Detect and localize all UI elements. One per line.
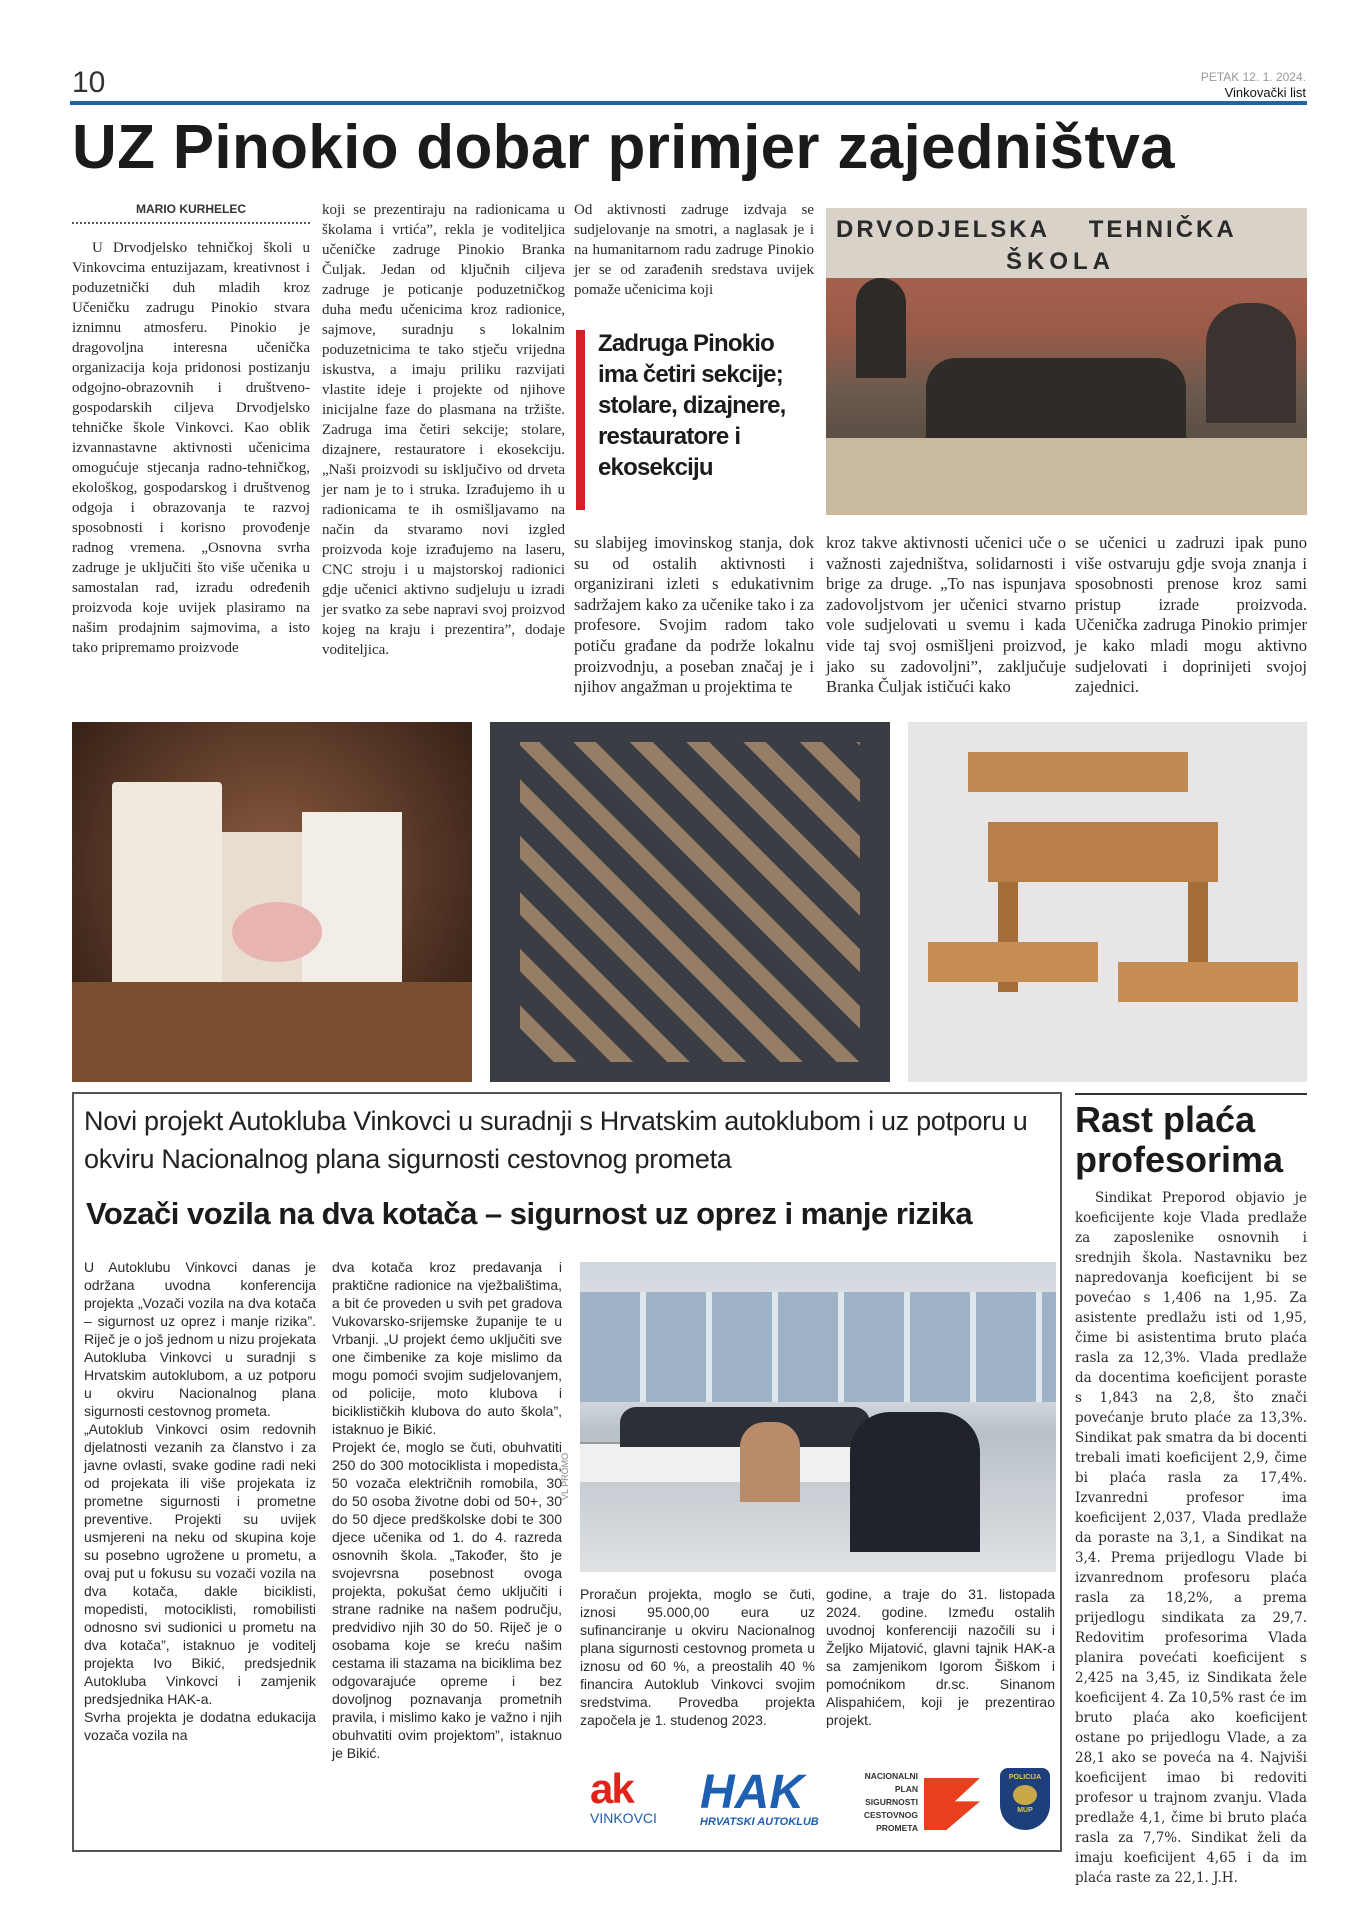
article-headline: UZ Pinokio dobar primjer zajedništva bbox=[72, 113, 1175, 182]
article-column-3-top: Od aktivnosti zadruge izdvaja se sudjelovanje na smotri, a naglasak je i na humanitarnom radu zadruge Pinokio jer se od zarađenih sredstava uvijek pomaže učenicima koji bbox=[574, 202, 814, 298]
hak-logo-name: HRVATSKI AUTOKLUB bbox=[700, 1816, 819, 1828]
police-sub: MUP bbox=[1017, 1807, 1033, 1814]
nps-line: SIGURNOSTI bbox=[865, 1797, 918, 1807]
hak-logo-mark: HAK bbox=[700, 1766, 804, 1819]
nps-line: NACIONALNI bbox=[864, 1771, 918, 1781]
nps-line: PLAN bbox=[894, 1784, 918, 1794]
article-column-5: se učenici u zadruzi ipak puno više ostvaruju gdje svoja znanja i sposobnosti prenose kroz sami pristup izrade proizvoda. Učenička zadruga Pinokio primjer je kako mladi mogu aktivno sudjelovati i doprinijeti svojoj zajednici. bbox=[1075, 533, 1307, 697]
byline-divider bbox=[72, 222, 310, 224]
byline: MARIO KURHELEC bbox=[136, 202, 246, 216]
wooden-stools-photo bbox=[908, 722, 1307, 1082]
issue-date: PETAK 12. 1. 2024. bbox=[1200, 70, 1306, 84]
paragraph: Svrha projekta je dodatna edukacija vozača vozila na bbox=[84, 1709, 316, 1743]
hak-logo bbox=[700, 1766, 840, 1840]
national-safety-plan-logo bbox=[856, 1770, 996, 1840]
sidebar-divider bbox=[1075, 1093, 1307, 1095]
nps-line: CESTOVNOG bbox=[863, 1810, 918, 1820]
sign-line-2: TEHNIČKA bbox=[1088, 216, 1237, 243]
page-number: 10 bbox=[72, 66, 106, 99]
autoklub-subtitle: Novi projekt Autokluba Vinkovci u suradnji s Hrvatskim autoklubom i uz potporu u okviru Nacionalnog plana sigurnosti cestovnog prometa bbox=[84, 1106, 1028, 1174]
article-column-4: kroz takve aktivnosti učenici uče o važnosti zajedništva, solidarnosti i brige za druge. „To nas ispunjava zadovoljstvom jer učenici stvarno vole sudjelovati u svemu i kada vide taj svoj osmišljeni proizvod, jako su zadovoljni”, zaključuje Branka Čuljak ističući kako bbox=[826, 533, 1066, 697]
paper-name: Vinkovački list bbox=[1224, 85, 1306, 100]
sidebar-body: Sindikat Preporod objavio je koeficijente koje Vlada predlaže za zaposlenike osnovnih i srednjih škola. Nastavniku bez napredovanja koeficijent bi se povećao s 1,406 na 1,95. Za asistente predlažu isti od 1,95, čime bi asistentima bruto plaća rasla za 12,3%. Vlada predlaže da docentima koeficijent poraste s 1,843 na 2,8, što znači povećanje bruto plaće za 13,3%. Sindikat pak smatra da bi docenti trebali imati koeficijent 2,9, čime bi plaća rasla za 17,4%. Izvanredni profesor ima koeficijent 2,037, Vlada predlaže da poraste na 3,1, a Sindikat na 3,4. Prema prijedlogu Vlade bi izvanrednom profesoru plaća rasla za 18,2%, a prema prijedlogu sindikata za 29,7. Redovitim profesorima Vlada planira povećati koeficijent s 2,425 na 3,45, iz Sindikata žele koeficijent 4. Za 10,5% rast će im bruto plaća ako koeficijent ostane po prijedlogu Vlade, a za 28,1 ako se poveća na 4. Najviši koeficijent imao bi redoviti profesor u trajnom zvanju. Vlada predlaže 4,1, čime bi bruto plaća rasla za 7,7%. Sindikat želi da imaju koeficijent 4,65 i da im plaća raste za 22,1. J.H. bbox=[1075, 1190, 1307, 1886]
autoklub-column-1 bbox=[84, 1258, 316, 1744]
sign-line-1: DRVODJELSKA bbox=[836, 216, 1050, 243]
pull-quote-text: Zadruga Pinokio ima četiri sekcije; stolare, dizajnere, restauratore i ekosekciju bbox=[598, 330, 786, 481]
header-divider bbox=[70, 101, 1307, 105]
students-photo bbox=[826, 208, 1307, 515]
pull-quote bbox=[574, 330, 814, 518]
autoklub-column-4: godine, a traje do 31. listopada 2024. godine. Između ostalih uvodnoj konferenciji nazočili su i Željko Mijatović, glavni tajnik HAK-a sa zamjenikom Igorom Šiškom i pomoćnikom dr.sc. Sinanom Alispahićem, koji je prezentirao projekt. bbox=[826, 1586, 1055, 1728]
wooden-ornaments-photo bbox=[490, 722, 890, 1082]
article-column-3-bottom: su slabijeg imovinskog stanja, dok su od ostalih aktivnosti i organizirani izleti s edukativnim sadržajem kako za učenike tako i za profesore. Svojim radom tako potiču građane da podrže lokalnu proizvodnju, a poseban značaj je i njihov angažman u projektima te bbox=[574, 533, 814, 697]
conference-photo bbox=[580, 1262, 1056, 1572]
sign-line-3: ŠKOLA bbox=[1006, 248, 1115, 275]
police-badge-logo bbox=[1000, 1768, 1050, 1830]
article-column-1: U Drvodjelsko tehničkoj školi u Vinkovcima entuzijazam, kreativnost i poduzetnički duh mladih kroz Učeničku zadrugu Pinokio stvara iznimnu atmosferu. Pinokio je dragovoljna interesna učenička organizacija koja pridonosi postizanju odgojno-obrazovnih i društveno-gospodarskih ciljeva Drvodjelsko tehničke škole Vinkovci. Kao oblik izvannastavne aktivnosti učenicima omogućuje stjecanja radno-tehničkog, ekološkog, gospodarskog i društvenog odgoja i obrazovanja te razvoj sposobnosti i korisno provođenje radnog vremena. „Osnovna svrha zadruge je uključiti što više učenika u samostalan rad, izradu određenih proizvoda koje uvijek plasiramo na našim prodajnim sajmovima, a isto tako pripremamo proizvode bbox=[72, 240, 310, 656]
paragraph: U Autoklubu Vinkovci danas je održana uvodna konferencija projekta „Vozači vozila na dva kotača – sigurnost uz oprez i manje rizika”. Riječ je o još jednom u nizu projekata Autokluba Vinkovci u suradnji s Hrvatskim autoklubom, a uz potporu u okviru Nacionalnog plana sigurnosti cestovnog prometa. bbox=[84, 1259, 316, 1419]
police-text: POLICIJA bbox=[1008, 1774, 1042, 1781]
autoklub-column-3: Proračun projekta, moglo se čuti, iznosi 95.000,00 eura uz sufinanciranje u okviru Nacionalnog plana sigurnosti cestovnog prometa u iznosu od 60 %, a preostalih 40 % financira Autoklub Vinkovci svojim sredstvima. Provedba projekta započela je 1. studenog 2023. bbox=[580, 1586, 815, 1728]
ak-vinkovci-logo bbox=[590, 1765, 680, 1838]
paragraph: dva kotača kroz predavanja i praktične radionice na vježbalištima, a bit će proveden u svih pet gradova Vukovarsko-srijemske županije te u Vrbanji. „U projekt ćemo uključiti sve one čimbenike za koje mislimo da mogu pomoći svojim sudjelovanjem, od policije, moto klubova i biciklističkih klubova do auto škola”, istaknuo je Bikić. bbox=[332, 1259, 562, 1437]
sidebar-title: Rast plaća profesorima bbox=[1075, 1099, 1284, 1180]
pull-quote-bar bbox=[576, 330, 585, 510]
nps-arrow-icon bbox=[924, 1778, 980, 1830]
ak-logo-name: VINKOVCI bbox=[590, 1810, 657, 1826]
article-column-2: koji se prezentiraju na radionicama u školama i vrtića”, rekla je voditeljica učeničke zadruge Pinokio Branka Čuljak. Jedan od ključnih ciljeva zadruge je poticanje poduzetničkog duha među učenicima kroz radionice, sajmove, suradnju s lokalnim poduzetnicima te tako stječu vrijedna iskustva, a imaju priliku razvijati vlastite ideje i projekte od njihove inicijalne faze do plasmana na tržište. Zadruga ima četiri sekcije; stolare, dizajnere, restauratore i ekosekciju. „Naši proizvodi su isključivo od drveta jer nam je to i struka. Izrađujemo ih u radionicama te ih osmišljavamo na način da stvaramo novi izgled proizvoda koje izrađujemo na laseru, CNC stroju i u majstorskoj radionici gdje učenici aktivno sudjeluju u izradi jer svatko za sebe napravi svoj proizvod kojeg na kraju i prezentira”, dodaje voditeljica. bbox=[322, 202, 565, 658]
ak-logo-mark: ak bbox=[590, 1765, 633, 1812]
wooden-houses-photo bbox=[72, 722, 472, 1082]
paragraph: „Autoklub Vinkovci osim redovnih djelatnosti vezanih za članstvo i za javne ovlasti, svake godine radi neki od projekata ili više projekata iz prometne sigurnosti i prometne preventive. Projekti su uvijek usmjereni na neku od skupina koje su posebno ugrožene u prometu, a ovaj put u fokusu su vozači vozila na dva kotača, dakle biciklisti, mopedisti, motociklisti, romobilisti odnosno svi sudionici u prometu na dva kotača”, istaknuo je voditelj projekta Ivo Bikić, predsjednik Autokluba Vinkovci i zamjenik predsjednika HAK-a. bbox=[84, 1421, 316, 1707]
nps-line: PROMETA bbox=[876, 1823, 918, 1833]
photo-credit: VL PROMO bbox=[560, 1452, 570, 1500]
paragraph: Projekt će, moglo se čuti, obuhvatiti 250 do 300 motociklista i mopedista, 50 vozača električnih romobila, 30 do 50 osoba životne dobi od 50+, 30 do 50 djece predškolske dobi te 300 djece učenika od 1. do 4. razreda osnovnih škola. „Također, što je svojevrsna posebnost ovoga projekta, pokušat ćemo uključiti i strane radnike na našem području, predvidivo njih 30 do 50. Riječ je o osobama koje se kreću našim cestama ili stazama na biciklima bez odgovarajuće opreme i bez dovoljnog poznavanja prometnih pravila, i mislimo kako je važno i njih obuhvatiti ovim projektom”, istaknuo je Bikić. bbox=[332, 1439, 562, 1761]
autoklub-title: Vozači vozila na dva kotača – sigurnost uz oprez i manje rizika bbox=[86, 1196, 973, 1231]
autoklub-column-2 bbox=[332, 1258, 562, 1762]
